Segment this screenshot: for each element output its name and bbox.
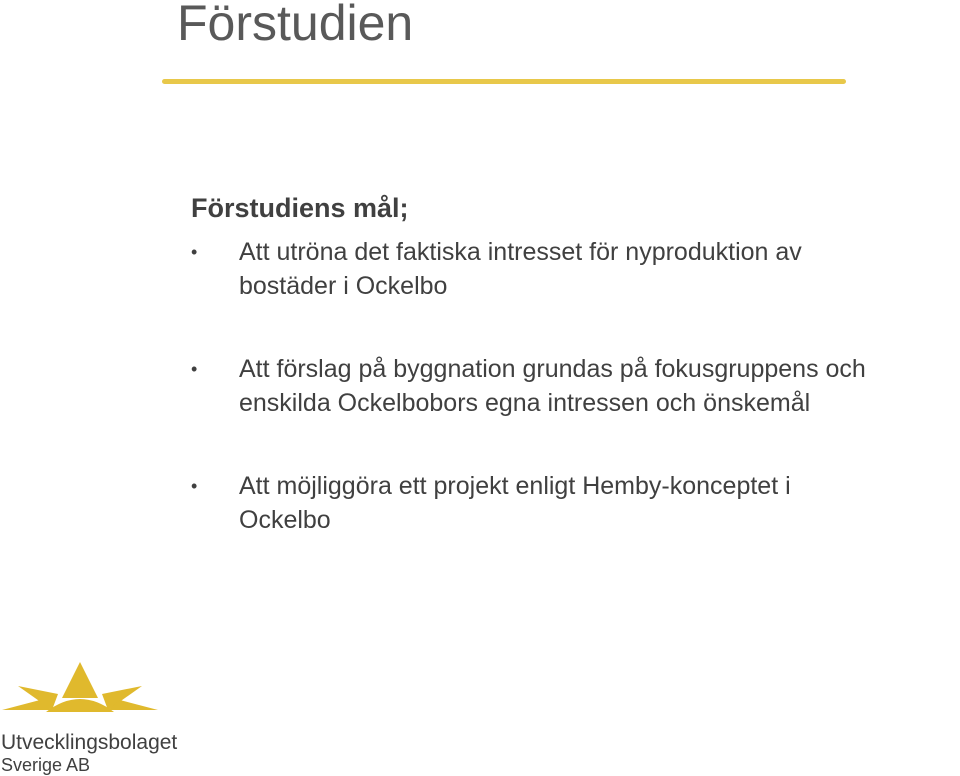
slide-title: Förstudien — [177, 0, 414, 51]
section-heading: Förstudiens mål; — [191, 193, 409, 223]
logo-company-name: Utvecklingsbolaget — [1, 731, 178, 754]
bullet-icon: • — [191, 359, 198, 379]
sun-rays-icon — [0, 660, 160, 722]
bullet-text: Att möjliggöra ett projekt enligt Hemby-konceptet i Ockelbo — [239, 472, 791, 534]
logo-company-suffix: Sverige AB — [1, 755, 91, 775]
bullet-text: Att utröna det faktiska intresset för nyproduktion av bostäder i Ockelbo — [239, 238, 802, 300]
bullet-text: Att förslag på byggnation grundas på fokusgruppens och enskilda Ockelbobors egna intressen och önskemål — [239, 355, 866, 417]
company-logo — [0, 660, 200, 776]
bullet-icon: • — [191, 476, 198, 496]
bullet-icon: • — [191, 242, 198, 262]
